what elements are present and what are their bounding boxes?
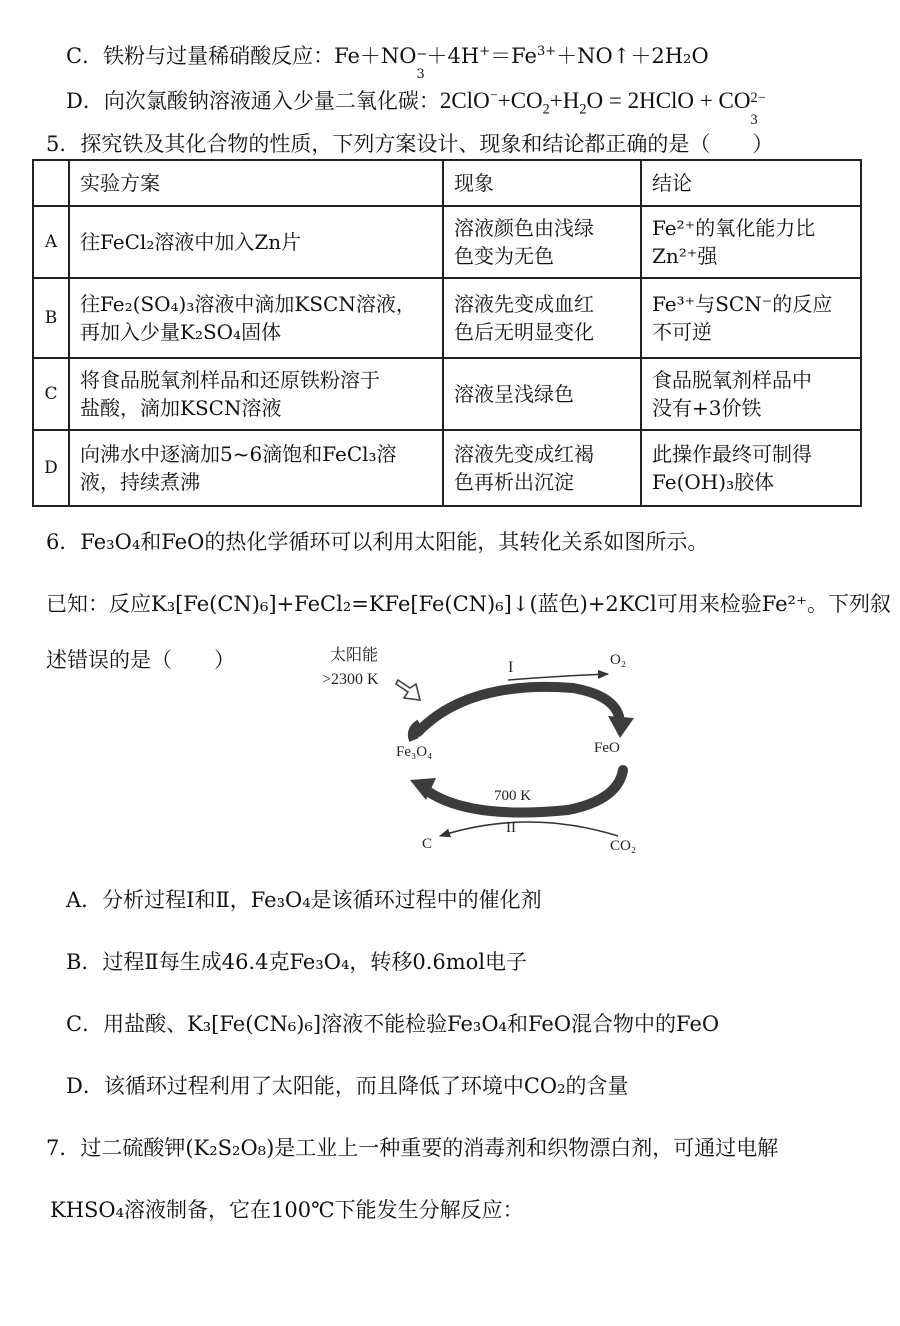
solar-input-arrow-icon	[396, 680, 420, 700]
q4-option-d-text: D．向次氯酸钠溶液通入少量二氧化碳：	[66, 89, 440, 113]
row-plan: 将食品脱氧剂样品和还原铁粉溶于 盐酸，滴加KSCN溶液	[69, 358, 443, 430]
row-phenomenon: 溶液先变成红褐 色再析出沉淀	[443, 430, 641, 506]
table-row	[33, 430, 861, 506]
q4-option-d	[66, 87, 768, 128]
row-label: C	[33, 358, 69, 430]
o2-arrow	[508, 674, 608, 680]
q4-option-d-equation: $2ClO^-+CO_2+H_2O$ = 2HClO + CO 2− 3	[439, 87, 766, 128]
temp-high-label: >2300 K	[322, 671, 379, 688]
row-conclusion: Fe²⁺的氧化能力比 Zn²⁺强	[641, 206, 861, 278]
co2-label: CO₂	[610, 838, 637, 854]
table-row	[33, 278, 861, 358]
row-plan: 往Fe₂(SO₄)₃溶液中滴加KSCN溶液， 再加入少量K₂SO₄固体	[69, 278, 443, 358]
table-header-conclusion: 结论	[641, 160, 861, 206]
q4-option-c	[66, 44, 709, 82]
row-conclusion: Fe³⁺与SCN⁻的反应 不可逆	[641, 278, 861, 358]
q7-line-2: KHSO₄溶液制备，它在100℃下能发生分解反应：	[50, 1198, 524, 1222]
sun-label: 太阳能	[330, 647, 379, 664]
row-label: A	[33, 206, 69, 278]
row-phenomenon: 溶液呈浅绿色	[443, 358, 641, 430]
fe3o4-label: Fe₃O₄	[396, 744, 433, 760]
q5-experiment-table	[32, 159, 862, 507]
table-row	[33, 206, 861, 278]
thermochemical-cycle-diagram	[318, 640, 658, 860]
row-plan: 往FeCl₂溶液中加入Zn片	[69, 206, 443, 278]
table-header-empty	[33, 160, 69, 206]
process-1-label: I	[508, 659, 514, 676]
feo-label: FeO	[594, 740, 620, 756]
q6-known: 已知：反应K₃[Fe(CN)₆]+FeCl₂=KFe[Fe(CN)₆]↓(蓝色)+2KCl可用来检验Fe²⁺。下列叙	[46, 592, 892, 616]
process-2-label: II	[506, 820, 516, 836]
q6-option-b: B．过程Ⅱ每生成46.4克Fe₃O₄，转移0.6mol电子	[66, 950, 528, 974]
q7-line-1: 7．过二硫酸钾(K₂S₂O₈)是工业上一种重要的消毒剂和织物漂白剂，可通过电解	[46, 1136, 779, 1160]
process-1-arrowhead-icon	[608, 716, 634, 738]
q6-option-a: A．分析过程Ⅰ和Ⅱ，Fe₃O₄是该循环过程中的催化剂	[66, 888, 542, 912]
q4-option-c-equation: Fe＋NO − 3 $+4H^+=Fe^{3+}+NO↑+2H_2O$	[334, 44, 709, 82]
row-phenomenon: 溶液颜色由浅绿 色变为无色	[443, 206, 641, 278]
row-conclusion: 食品脱氧剂样品中 没有+3价铁	[641, 358, 861, 430]
temp-low-label: 700 K	[494, 788, 532, 804]
row-phenomenon: 溶液先变成血红 色后无明显变化	[443, 278, 641, 358]
q6-known-cont: 述错误的是（ ）	[46, 648, 235, 672]
row-plan: 向沸水中逐滴加5~6滴饱和FeCl₃溶 液，持续煮沸	[69, 430, 443, 506]
q6-option-c: C．用盐酸、K₃[Fe(CN₆)₆]溶液不能检验Fe₃O₄和FeO混合物中的FeO	[66, 1012, 720, 1036]
table-header-row	[33, 160, 861, 206]
table-header-plan: 实验方案	[69, 160, 443, 206]
q4-option-c-text: C．铁粉与过量稀硝酸反应：	[66, 44, 335, 68]
table-header-phenomenon: 现象	[443, 160, 641, 206]
c-label: C	[422, 836, 433, 852]
q5-stem: 5．探究铁及其化合物的性质，下列方案设计、现象和结论都正确的是（ ）	[46, 132, 774, 156]
row-label: D	[33, 430, 69, 506]
table-row	[33, 358, 861, 430]
process-1-arc	[418, 687, 620, 732]
row-label: B	[33, 278, 69, 358]
row-conclusion: 此操作最终可制得 Fe(OH)₃胶体	[641, 430, 861, 506]
c-arrow	[440, 822, 618, 836]
q6-option-d: D．该循环过程利用了太阳能，而且降低了环境中CO₂的含量	[66, 1074, 629, 1098]
q6-stem: 6．Fe₃O₄和FeO的热化学循环可以利用太阳能，其转化关系如图所示。	[46, 530, 709, 554]
o2-label: O₂	[610, 652, 627, 668]
